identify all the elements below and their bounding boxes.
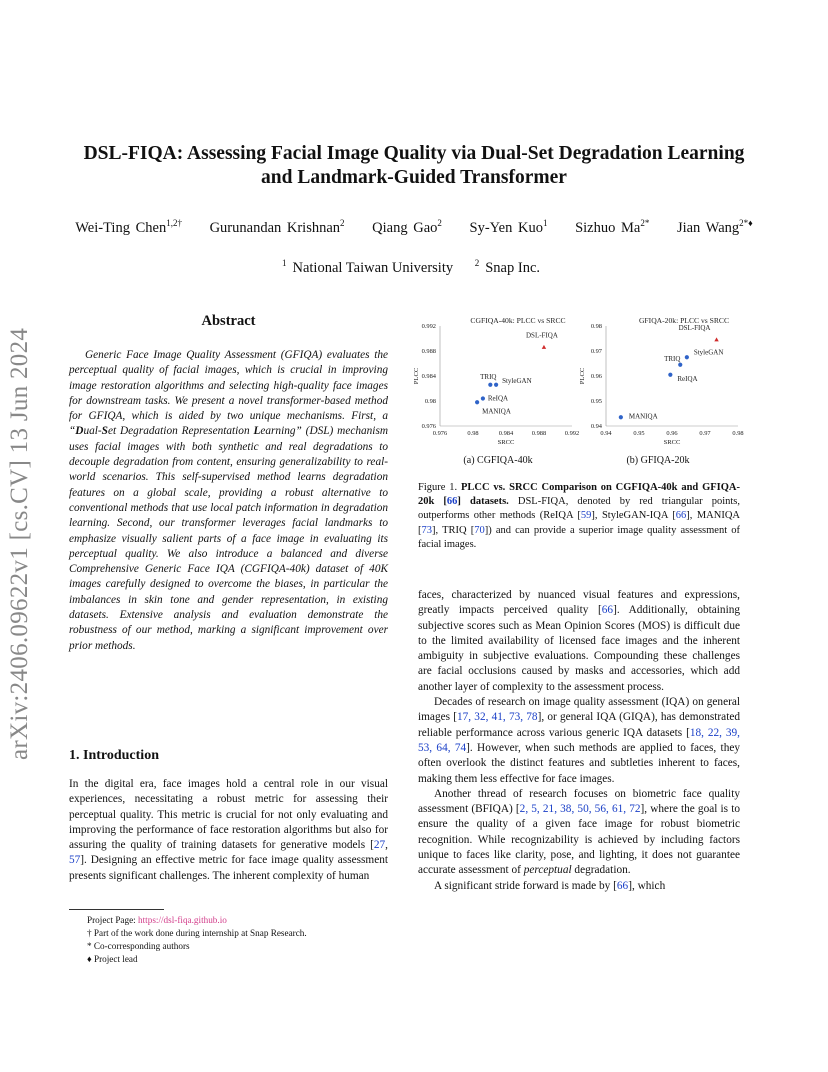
x-tick-label: 0.98 [467, 430, 479, 437]
data-point [475, 400, 479, 404]
data-label: DSL-FIQA [526, 331, 558, 340]
y-axis-label: PLCC [413, 367, 420, 385]
data-label: TRIQ [664, 354, 681, 363]
paragraph: Another thread of research focuses on biometric face quality assessment (BFIQA) [2, 5, 21, 38, 50, 56, 61, 72], where the goal is to ensure the quality of a given face image for robust biometric recognition. While recognizability is achieved by including factors unique to faces like clarity, pose, and lighting, it does not guarantee accurate assessment of perceptual degradation. [418, 787, 740, 877]
paper-title [40, 142, 788, 190]
chart-title: CGFIQA-40k: PLCC vs SRCC [470, 316, 566, 325]
paragraph: Decades of research on image quality assessment (IQA) on general images [17, 32, 41, 73, 78], or general IQA (GIQA), has demonstrated reliable performance across various generic IQA datasets [18, 22, 39, 53, 64, 74]. However, when such methods are applied to faces, they often overlook the distinct features and subtleties inherent to faces, making them less effective for face images. [418, 696, 741, 785]
author: Wei-Ting Chen$^{1,2\dagger}$ [75, 218, 182, 236]
x-tick-label: 0.98 [732, 430, 744, 437]
data-point [619, 415, 623, 419]
y-tick-label: 0.98 [424, 398, 436, 405]
y-axis-label: PLCC [579, 367, 586, 385]
y-tick-label: 0.984 [421, 373, 436, 380]
data-label: StyleGAN [693, 348, 724, 357]
x-tick-label: 0.992 [564, 430, 580, 437]
citation-link[interactable]: 70 [474, 524, 485, 536]
x-tick-label: 0.988 [531, 430, 547, 437]
footnotes [69, 914, 388, 966]
affiliation: $^2$ Snap Inc. [474, 258, 540, 276]
footnote-corresponding: * Co-corresponding authors [87, 941, 190, 951]
title-line-2: and Landmark-Guided Transformer [261, 167, 567, 188]
citation-link[interactable]: 73 [421, 524, 432, 536]
author: Qiang Gao$^2$ [372, 218, 442, 236]
data-point-triangle [542, 345, 546, 349]
citation-link[interactable]: 57 [69, 854, 81, 867]
data-label: MANIQA [482, 407, 511, 416]
author: Gurunandan Krishnan$^2$ [209, 218, 345, 236]
chart-title: GFIQA-20k: PLCC vs SRCC [638, 316, 730, 325]
subcaption-b: (b) GFIQA-20k [626, 455, 690, 466]
x-tick-label: 0.984 [498, 430, 514, 437]
scatter-chart-gfiqa [578, 312, 748, 452]
data-label: TRIQ [480, 372, 497, 381]
y-tick-label: 0.94 [590, 423, 602, 430]
data-label: DSL-FIQA [678, 323, 711, 332]
data-point [685, 355, 689, 359]
subcaption-a: (a) CGFIQA-40k [463, 455, 533, 466]
y-tick-label: 0.992 [421, 323, 436, 330]
x-tick-label: 0.96 [666, 430, 678, 437]
project-page-link[interactable]: https://dsl-fiqa.github.io [138, 915, 227, 925]
figure-caption: Figure 1. PLCC vs. SRCC Comparison on CGFIQA-40k and GFIQA-20k [66] datasets. DSL-FIQA, denoted by red triangular points, outperforms other methods (ReIQA [59], StyleGAN-IQA [66], MANIQA [73], TRIQ [70]) and can provide a superior image quality assessment of facial images. [418, 482, 740, 550]
y-tick-label: 0.95 [590, 398, 602, 405]
citation-link[interactable]: 66 [446, 496, 458, 508]
affiliation: $^1$ National Taiwan University [282, 258, 454, 276]
author: Sizhuo $Ma^{2*}$ [575, 218, 650, 236]
x-tick-label: 0.97 [699, 430, 711, 437]
arxiv-identifier: arXiv:2406.09622v1 [cs.CV] 13 Jun 2024 [6, 327, 33, 760]
citation-link[interactable]: 59 [580, 510, 592, 522]
data-point [481, 396, 485, 400]
data-label: ReIQA [487, 394, 509, 403]
x-tick-label: 0.94 [600, 430, 612, 437]
scatter-chart-cgfiqa [412, 312, 582, 452]
footnote-rule [69, 909, 164, 910]
citation-link[interactable]: 2, 5, 21, 38, 50, 56, 61, 72 [519, 803, 641, 816]
footnote-internship: † Part of the work done during internship at Snap Research. [87, 928, 307, 938]
data-point [488, 383, 492, 387]
paragraph: A significant stride forward is made by [66], which [434, 879, 666, 892]
affiliations [40, 258, 788, 277]
x-tick-label: 0.95 [633, 430, 645, 437]
data-point-triangle [714, 337, 718, 341]
x-axis-label: SRCC [497, 439, 515, 446]
author: Sy-Yen Kuo$^1$ [469, 218, 548, 236]
data-point [668, 373, 672, 377]
paragraph: faces, characterized by nuanced visual features and expressions, greatly impacts perceived quality [66]. Additionally, obtaining subjective scores such as Mean Opinion Scores (MOS) is difficult due to the limited availability of licensed face images and the inherent ambiguity in subjective evaluations. Compounding these challenges are facial occlusions caused by masks and accessories, which add another layer of complexity to the assessment process. [418, 589, 741, 693]
abstract-body: Generic Face Image Quality Assessment (GFIQA) evaluates the perceptual quality of facial images, which is crucial in improving image restoration algorithms and selecting high-quality face images for downstream tasks. We present a novel transformer-based method for GFIQA, which is aided by two unique mechanisms. First, a “Dual-Set Degradation Representation Learning” (DSL) mechanism uses facial images with both synthetic and real degradations to decouple degradation from content, ensuring generalizability to real-world scenarios. This self-supervised method learns degradation features on a global scale, providing a robust alternative to conventional methods that use local patch information in degradation learning. Second, our transformer leverages facial landmarks to emphasize visually salient parts of a face image in evaluating its perceptual quality. We also introduce a balanced and diverse Comprehensive Generic Face IQA (CGFIQA-40k) dataset of 40K images carefully designed to overcome the biases, in particular the imbalances in skin tone and gender representation, in existing datasets. Extensive analysis and evaluation demonstrate the robustness of our method, marking a significant improvement over prior methods. [69, 349, 388, 652]
citation-link[interactable]: 18, 22, 39, 53, 64, 74 [418, 726, 740, 754]
citation-link[interactable]: 66 [675, 510, 687, 522]
footnote-project-page: Project Page: https://dsl-fiqa.github.io [87, 915, 227, 925]
x-axis-label: SRCC [663, 439, 681, 446]
citation-link[interactable]: 27 [373, 839, 386, 852]
citation-link[interactable]: 66 [601, 604, 614, 617]
citation-link[interactable]: 17, 32, 41, 73, 78 [456, 711, 538, 724]
author-list [40, 218, 788, 237]
abstract-heading: Abstract [201, 313, 256, 329]
y-tick-label: 0.97 [590, 348, 602, 355]
y-tick-label: 0.988 [421, 348, 436, 355]
introduction-body: In the digital era, face images hold a central role in our visual experiences, necessitating a robust metric for assessing their perceptual quality. This metric is crucial for not only evaluating and improving the performance of face restoration algorithms but also for assuring the quality of training datasets for generative models [27, 57]. Designing an effective metric for face image quality assessment presents significant challenges. The inherent complexity of human [69, 778, 388, 882]
section-heading-introduction: 1. Introduction [69, 748, 159, 763]
title-line-1: DSL-FIQA: Assessing Facial Image Quality via Dual-Set Degradation Learning [83, 143, 745, 164]
citation-link[interactable]: 66 [616, 879, 629, 892]
data-label: MANIQA [628, 412, 658, 421]
author: Jian Wang$^{2*♦}$ [676, 218, 753, 236]
y-tick-label: 0.96 [590, 373, 602, 380]
data-label: ReIQA [677, 374, 698, 383]
y-tick-label: 0.976 [421, 423, 436, 430]
data-point [494, 383, 498, 387]
footnote-lead: ♦ Project lead [87, 954, 138, 964]
data-label: StyleGAN [502, 376, 532, 385]
y-tick-label: 0.98 [590, 323, 602, 330]
right-column-body [418, 588, 740, 894]
x-tick-label: 0.976 [432, 430, 448, 437]
data-point [678, 363, 682, 367]
